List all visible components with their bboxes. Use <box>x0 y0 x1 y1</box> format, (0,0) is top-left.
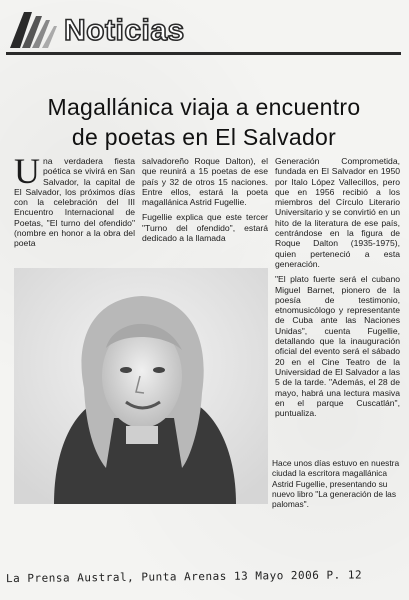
section-header <box>6 8 306 54</box>
headline-line-1: Magallánica viaja a encuentro <box>47 94 361 121</box>
drop-cap: U <box>14 151 40 191</box>
col3-paragraph-1: Generación Comprometida, fundada en El Salvador en 1950 por Italo López Vallecillos, pero que en 1956 recibió a los miembros del Círculo Literario Universitario y se convirtió en un hito de la literatura de ese país, centrándose en la figura de Roque Dalton (1935-1975), quien perteneció a esta generación. <box>275 156 400 269</box>
article-column-3 <box>275 156 400 423</box>
article-column-1 <box>14 151 135 254</box>
article-column-2 <box>142 156 268 248</box>
header-rule <box>6 52 401 55</box>
section-title: Noticias <box>64 14 185 47</box>
photo-caption: Hace unos días estuvo en nuestra ciudad la escritora magallánica Astrid Fugellie, presentando su nuevo libro "La generación de las palomas". <box>272 458 400 510</box>
author-portrait-photo <box>14 268 268 504</box>
col3-paragraph-2: "El plato fuerte será el cubano Miguel Barnet, pionero de la poesía de testimonio, etnomusicólogo y representante de Cuba ante las Naciones Unidas", cuenta Fugellie, detallando que la inauguración oficial del evento será el sábado 20 en el Cine Teatro de la Universidad de El Salvador a las 5 de la tarde. "Además, el 28 de mayo, habrá una lectura masiva en el parque Cuscatlán", puntualiza. <box>275 274 400 419</box>
col2-paragraph-1: salvadoreño Roque Dalton), el que reunirá a 15 poetas de ese país y 32 de otros 15 naciones. Entre ellos, estará la poeta magallánica Astrid Fugellie. <box>142 156 268 208</box>
col1-paragraph-1: na verdadera fiesta poética se vivirá en San Salvador, la capital de El Salvador, los próximos días con la celebración del III Encuentro Internacional de Poetas, "El turno del ofendido" (nombre en honor a la obra del poeta <box>14 156 135 249</box>
article-headline <box>14 92 394 152</box>
headline-line-2: de poetas en El Salvador <box>71 124 337 151</box>
col2-paragraph-2: Fugellie explica que este tercer "Turno del ofendido", estará dedicado a la llamada <box>142 212 268 244</box>
quill-logo-icon <box>6 8 66 50</box>
handwritten-source-note: La Prensa Austral, Punta Arenas 13 Mayo 2006 P. 12 <box>5 568 363 586</box>
